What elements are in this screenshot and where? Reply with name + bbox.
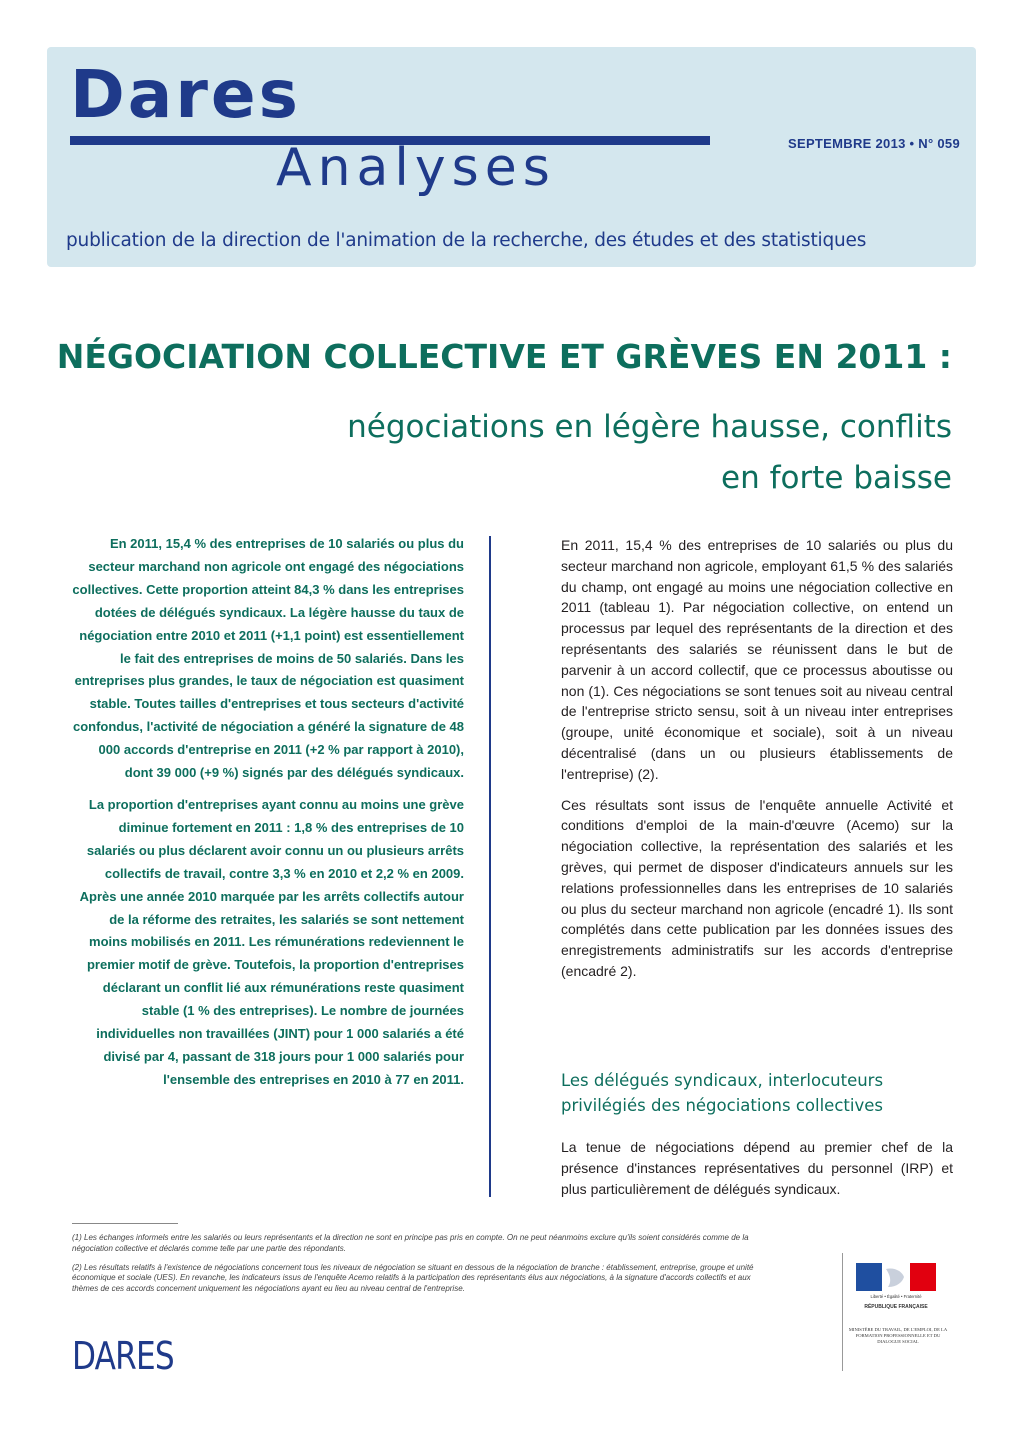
footnotes bbox=[72, 1233, 762, 1303]
body-paragraph-1: En 2011, 15,4 % des entreprises de 10 salariés ou plus du secteur marchand non agricole, employant 61,5 % des salariés du champ, ont engagé au moins une négociation collective en 2011 (tableau 1). Par négociation collective, on entend un processus par lequel des représentants de la direction et des représentants des salariés se réunissent dans le but de parvenir à un accord collectif, que ce processus aboutisse ou non (1). Ces négociations se sont tenues soit au niveau central de l'entreprise stricto sensu, soit à un niveau inter entreprises (groupe, unité économique et sociale), soit à un niveau décentralisé (dans un ou plusieurs établissements de l'entreprise) (2). bbox=[561, 537, 953, 782]
dares-logo-text: Dares bbox=[70, 56, 301, 133]
ministry-name: MINISTÈRE DU TRAVAIL, DE L'EMPLOI, DE LA FORMATION PROFESSIONNELLE ET DU DIALOGUE SOCIAL bbox=[848, 1327, 948, 1345]
publication-tagline: publication de la direction de l'animation de la recherche, des études et des statistiques bbox=[66, 230, 867, 251]
rf-motto: Liberté • Égalité • Fraternité bbox=[870, 1294, 922, 1299]
summary-paragraph-2: La proportion d'entreprises ayant connu au moins une grève diminue fortement en 2011 : 1,8 % des entreprises de 10 salariés ou plus déclarent avoir connu un ou plusieurs arrêts collectifs de travail, contre 3,3 % en 2010 et 2,2 % en 2009. Après une année 2010 marquée par les arrêts collectifs autour de la réforme des retraites, les salariés se sont nettement moins mobilisés en 2011. Les rémunérations redeviennent le premier motif de grève. Toutefois, la proportion d'entreprises déclarant un conflit lié aux rémunérations reste quasiment stable (1 % des entreprises). Le nombre de journées individuelles non travaillées (JINT) pour 1 000 salariés a été divisé par 4, passant de 318 jours pour 1 000 salariés pour l'ensemble des entreprises en 2010 à 77 en 2011. bbox=[79, 796, 464, 1087]
section-heading: Les délégués syndicaux, interlocuteurs privilégiés des négociations collectives bbox=[561, 1071, 884, 1115]
rf-name: RÉPUBLIQUE FRANÇAISE bbox=[864, 1304, 928, 1310]
analyses-logo-text: Analyses bbox=[276, 138, 556, 198]
body-paragraph-3: La tenue de négociations dépend au premier chef de la présence d'instances représentatives du personnel (IRP) et plus particulièrement de délégués syndicaux. bbox=[561, 1139, 953, 1197]
marianne-logo-icon bbox=[856, 1263, 936, 1291]
summary-column bbox=[72, 533, 464, 1101]
summary-paragraph-1: En 2011, 15,4 % des entreprises de 10 salariés ou plus du secteur marchand non agricole ont engagé des négociations collectives. Cette proportion atteint 84,3 % dans les entreprises dotées de délégués syndicaux. La légère hausse du taux de négociation entre 2010 et 2011 (+1,1 point) est essentiellement le fait des entreprises de moins de 50 salariés. Dans les entreprises plus grandes, le taux de négociation est quasiment stable. Toutes tailles d'entreprises et tous secteurs d'activité confondus, l'activité de négociation a généré la signature de 48 000 accords d'entreprise en 2011 (+2 % par rapport à 2010), dont 39 000 (+9 %) signés par des délégués syndicaux. bbox=[72, 536, 464, 781]
column-divider bbox=[489, 536, 491, 1197]
footnote-2: (2) Les résultats relatifs à l'existence de négociations concernent tous les niveaux de négociation se situant en dessous de la négociation de branche : établissement, entreprise, groupe et unité économique et sociale (UES). En revanche, les indicateurs issus de l'enquête Acemo relatifs à la participation des représentants élus aux négociations, à la signature d'accords collectifs et aux thèmes de ces accords concernent uniquement les négociations ayant eu lieu au niveau central de l'entreprise. bbox=[72, 1262, 754, 1294]
article-title: NÉGOCIATION COLLECTIVE ET GRÈVES EN 2011 : bbox=[56, 337, 952, 376]
body-column bbox=[561, 535, 953, 992]
issue-date-number: SEPTEMBRE 2013 • N° 059 bbox=[788, 136, 960, 151]
body-paragraph-2: Ces résultats sont issus de l'enquête annuelle Activité et conditions d'emploi de la main-d'œuvre (Acemo) sur la négociation collective, la représentation des salariés et les grèves, qui permet de disposer d'indicateurs annuels sur les relations professionnelles dans les entreprises de 10 salariés ou plus du secteur marchand non agricole (encadré 1). Ils sont complétés dans cette publication par les données issues des enregistrements administratifs sur les accords d'entreprise (encadré 2). bbox=[561, 796, 953, 979]
footnote-rule bbox=[72, 1223, 178, 1224]
article-subtitle: négociations en légère hausse, conflits en forte baisse bbox=[347, 409, 952, 496]
dares-footer-logo: DARES bbox=[72, 1334, 174, 1378]
footnote-1: (1) Les échanges informels entre les salariés ou leurs représentants et la direction ne sont en principe pas pris en compte. On ne peut néanmoins exclure qu'ils soient considérés comme de la négociation collective et déclarés comme telle par une partie des répondants. bbox=[72, 1233, 749, 1253]
